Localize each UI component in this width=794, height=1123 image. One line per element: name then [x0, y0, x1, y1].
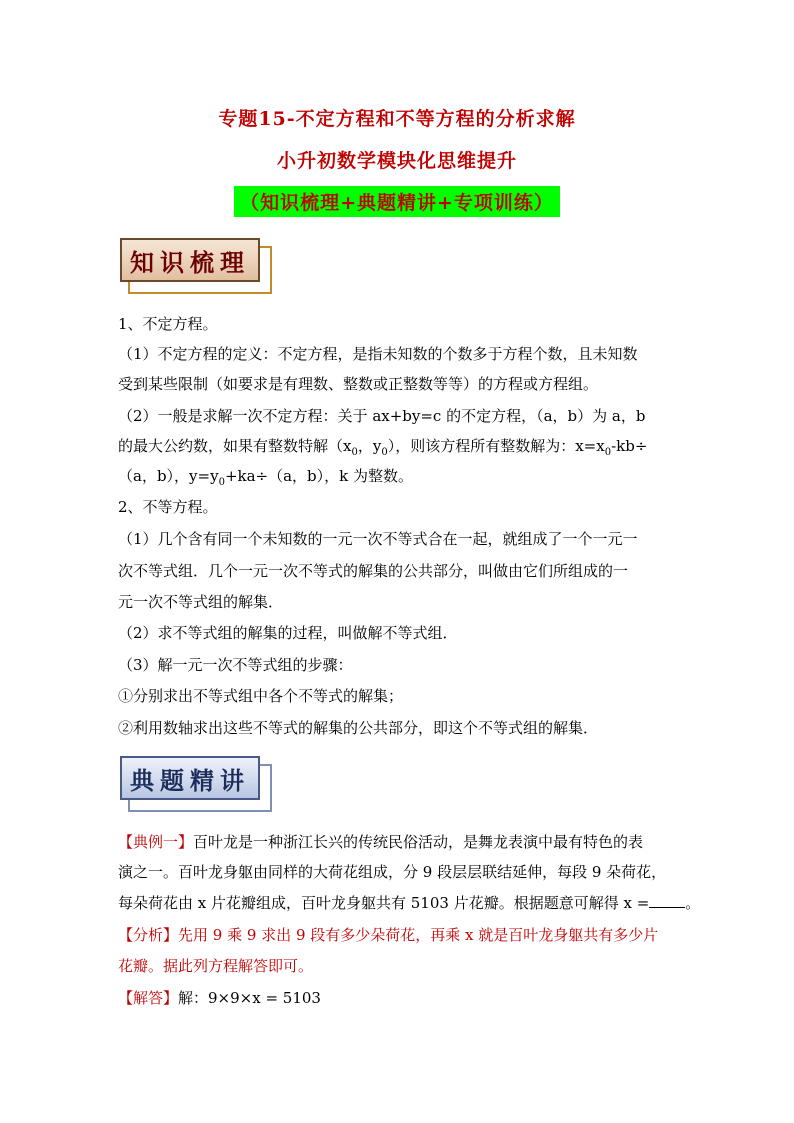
example-line — [118, 893, 701, 913]
knowledge-text: （2）一般是求解一次不定方程：关于 ax+by=c 的不定方程，（a，b）为 a，b — [118, 407, 646, 425]
subscript: 0 — [381, 447, 388, 458]
document-tag: （知识梳理+典题精讲+专项训练） — [234, 186, 560, 217]
knowledge-text: （2）求不等式组的解集的过程，叫做解不等式组． — [118, 624, 458, 642]
text-run: 每朵荷花由 x 片花瓣组成，百叶龙身躯共有 5103 片花瓣。根据题意可解得 x = — [118, 894, 650, 912]
example-label: 【典例一】 — [118, 833, 194, 851]
knowledge-text: 元一次不等式组的解集． — [118, 593, 284, 611]
knowledge-heading-2: 2、不等方程。 — [118, 498, 218, 516]
text-run: -kb÷ — [611, 437, 648, 455]
text-run: +ka÷（a，b），k 为整数。 — [224, 467, 414, 485]
text-run: 百叶龙是一种浙江长兴的传统民俗活动，是舞龙表演中最有特色的表 — [193, 833, 644, 851]
knowledge-text: 受到某些限制（如要求是有理数、整数或正整数等等）的方程或方程组。 — [118, 375, 599, 393]
text-run: 。 — [685, 894, 701, 912]
subscript: 0 — [218, 477, 225, 488]
knowledge-text: （1）几个含有同一个未知数的一元一次不等式合在一起，就组成了一个一元一 — [118, 530, 638, 548]
text-run: 的最大公约数，如果有整数特解（x — [118, 437, 352, 455]
answer-label: 【解答】 — [118, 989, 179, 1007]
text-run: ），则该方程所有整数解为：x=x — [387, 437, 605, 455]
analysis-label: 【分析】 — [118, 926, 179, 944]
banner-label: 知识梳理 — [120, 238, 260, 282]
document-tag-wrap — [0, 186, 794, 217]
document-subtitle: 小升初数学模块化思维提升 — [276, 150, 517, 172]
subscript: 0 — [351, 447, 358, 458]
document-title: 专题15-不定方程和不等方程的分析求解 — [218, 108, 576, 130]
text-run: 解：9×9×x = 5103 — [178, 989, 321, 1007]
section-banner-examples — [120, 756, 260, 800]
knowledge-text: （1）不定方程的定义：不定方程，是指未知数的个数多于方程个数，且未知数 — [118, 345, 638, 363]
answer-blank — [649, 893, 685, 908]
subscript: 0 — [604, 447, 612, 458]
text-run: ，y — [357, 437, 382, 455]
analysis-line — [118, 925, 684, 945]
knowledge-step: ①分别求出不等式组中各个不等式的解集； — [118, 687, 404, 705]
knowledge-heading-1: 1、不定方程。 — [118, 315, 218, 333]
knowledge-text-formula — [118, 436, 684, 463]
example-line: 演之一。百叶龙身躯由同样的大荷花组成，分 9 段层层联结延伸，每段 9 朵荷花， — [118, 863, 667, 881]
knowledge-step: ②利用数轴求出这些不等式的解集的公共部分，即这个不等式组的解集． — [118, 719, 599, 737]
answer-line — [118, 988, 684, 1008]
section-banner-knowledge — [120, 238, 260, 282]
knowledge-text: （3）解一元一次不等式组的步骤： — [118, 656, 353, 674]
banner-label: 典题精讲 — [120, 756, 260, 800]
example-line — [118, 832, 684, 852]
knowledge-text-formula — [118, 466, 684, 493]
text-run: （a，b），y=y — [118, 467, 219, 485]
knowledge-text: 次不等式组．几个一元一次不等式的解集的公共部分，叫做由它们所组成的一 — [118, 562, 629, 580]
analysis-line: 花瓣。据此列方程解答即可。 — [118, 957, 314, 975]
text-run: 先用 9 乘 9 求出 9 段有多少朵荷花，再乘 x 就是百叶龙身躯共有多少片 — [178, 926, 659, 944]
